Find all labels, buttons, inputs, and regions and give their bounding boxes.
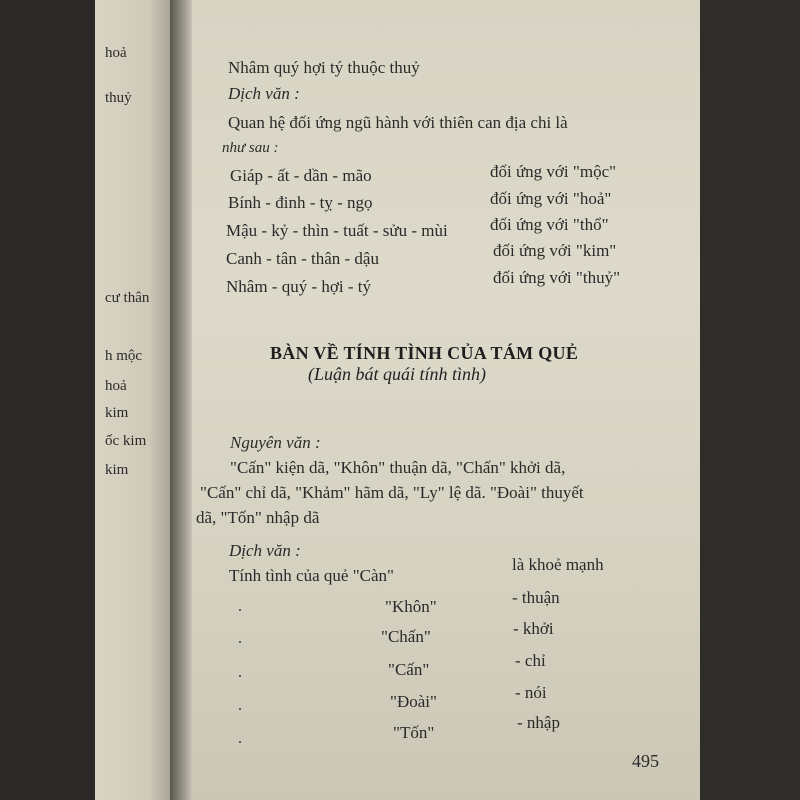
- left-margin-fragment: kim: [105, 405, 129, 421]
- row-dot: .: [238, 730, 242, 747]
- trigram-trait: - thuận: [512, 588, 560, 607]
- left-margin-fragment: kim: [105, 462, 129, 478]
- background-right: [700, 0, 800, 800]
- mapping-right: đối ứng với "mộc": [490, 162, 617, 181]
- trigram-name: "Cấn": [388, 660, 430, 679]
- translation-intro-trait: là khoẻ mạnh: [512, 555, 604, 574]
- trigram-name: "Đoài": [390, 692, 437, 711]
- section-heading: BÀN VỀ TÍNH TÌNH CỦA TÁM QUẺ: [270, 343, 579, 363]
- book-spine: [170, 0, 192, 800]
- trigram-trait: - nói: [515, 683, 547, 702]
- left-margin-fragment: ốc kim: [105, 433, 147, 449]
- mapping-right: đối ứng với "thuỷ": [493, 268, 621, 287]
- left-margin-fragment: h mộc: [105, 348, 143, 364]
- row-dot: .: [238, 697, 242, 714]
- left-margin-fragment: thuỷ: [105, 90, 132, 106]
- row-dot: .: [238, 598, 242, 615]
- trigram-trait: - chỉ: [515, 651, 546, 670]
- translation-intro: Tính tình của quẻ "Càn": [229, 566, 394, 585]
- dich-van-label: Dịch văn :: [228, 84, 300, 103]
- left-margin-fragment: cư thân: [105, 290, 150, 306]
- mapping-right: đối ứng với "thổ": [490, 215, 609, 234]
- page-number: 495: [632, 751, 659, 771]
- trigram-trait: - khởi: [513, 619, 554, 638]
- mapping-left: Canh - tân - thân - dậu: [226, 249, 379, 268]
- left-margin-fragment: hoả: [105, 45, 127, 61]
- line-thuy: Nhâm quý hợi tý thuộc thuỷ: [228, 58, 420, 77]
- mapping-left: Mậu - kỷ - thìn - tuất - sửu - mùi: [226, 221, 448, 240]
- section-subheading: (Luận bát quái tính tình): [308, 364, 487, 384]
- row-dot: .: [238, 630, 242, 647]
- dich-van-label: Dịch văn :: [229, 541, 301, 560]
- mapping-right: đối ứng với "hoả": [490, 189, 612, 208]
- trigram-name: "Tốn": [393, 723, 435, 742]
- mapping-left: Nhâm - quý - hợi - tý: [226, 277, 371, 296]
- trigram-name: "Khôn": [385, 597, 437, 616]
- left-margin-fragment: hoả: [105, 378, 127, 394]
- row-dot: .: [238, 664, 242, 681]
- original-text-line: "Cấn" chỉ dã, "Khảm" hãm dã, "Ly" lệ dã. "Đoài" thuyết: [200, 483, 584, 502]
- trigram-name: "Chấn": [381, 627, 431, 646]
- original-text-line: dã, "Tốn" nhập dã: [196, 508, 320, 527]
- mapping-right: đối ứng với "kim": [493, 241, 617, 260]
- paragraph-line: Quan hệ đối ứng ngũ hành với thiên can địa chi là: [228, 113, 568, 132]
- nguyen-van-label: Nguyên văn :: [230, 433, 321, 452]
- paragraph-line: như sau :: [222, 140, 279, 156]
- mapping-left: Bính - đinh - tỵ - ngọ: [228, 193, 373, 212]
- mapping-left: Giáp - ất - dần - mão: [230, 166, 372, 185]
- original-text-line: "Cấn" kiện dã, "Khôn" thuận dã, "Chấn" khởi dã,: [230, 458, 566, 477]
- trigram-trait: - nhập: [517, 713, 560, 732]
